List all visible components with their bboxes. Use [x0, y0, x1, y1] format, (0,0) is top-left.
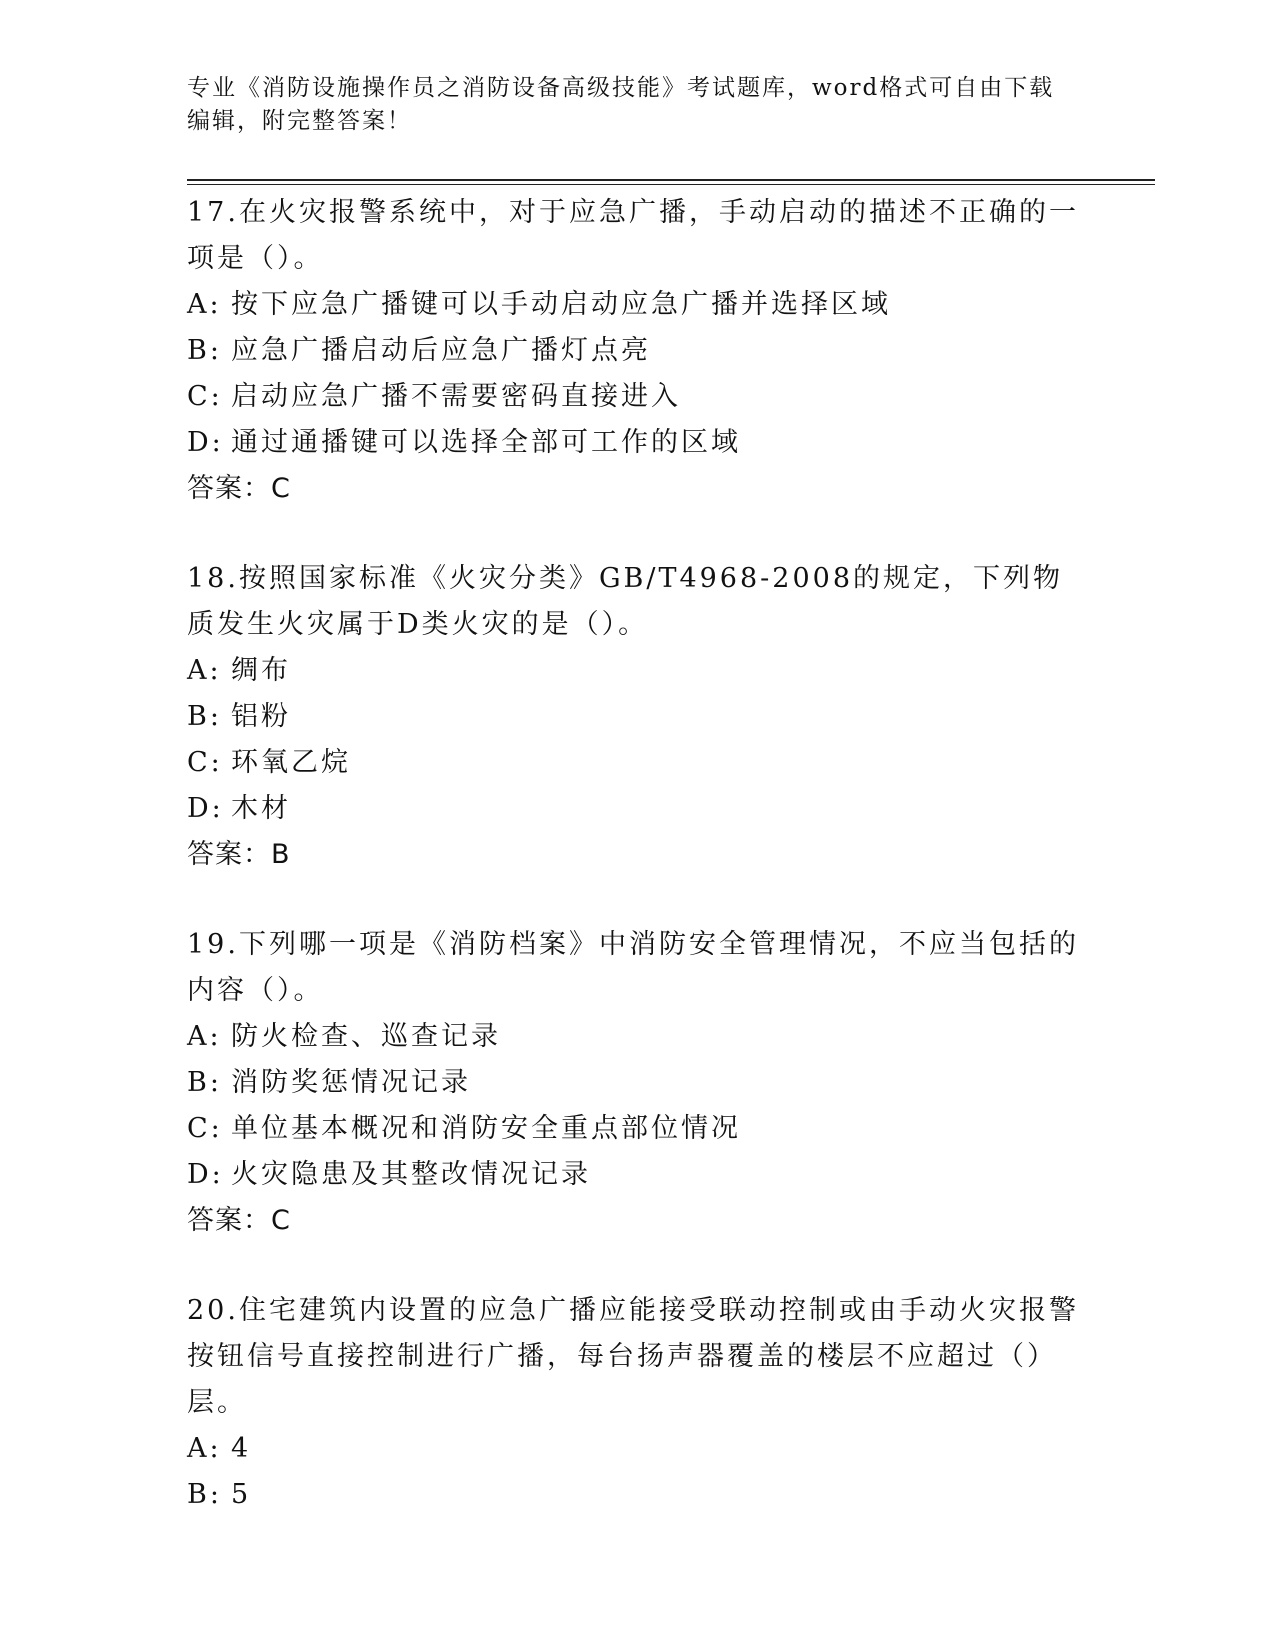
option-label: A:	[187, 289, 222, 320]
option-text: 4	[231, 1433, 252, 1464]
option-text: 通过通播键可以选择全部可工作的区域	[231, 427, 741, 458]
question-text: 19.下列哪一项是《消防档案》中消防安全管理情况，不应当包括的内容（）。	[187, 929, 1079, 1006]
option-label: D:	[187, 427, 224, 458]
answer: 答案：B	[187, 839, 291, 870]
option-text: 5	[231, 1479, 252, 1510]
option-a	[187, 648, 1087, 694]
option-d	[187, 1152, 1087, 1198]
option-label: B:	[187, 1479, 222, 1510]
option-label: C:	[187, 1113, 223, 1144]
option-label: B:	[187, 1067, 222, 1098]
option-label: D:	[187, 1159, 224, 1190]
question-text: 20.住宅建筑内设置的应急广播应能接受联动控制或由手动火灾报警按钮信号直接控制进行广播，每台扬声器覆盖的楼层不应超过（）层。	[187, 1295, 1079, 1418]
option-a	[187, 1426, 1087, 1472]
question-text: 17.在火灾报警系统中，对于应急广播，手动启动的描述不正确的一项是（）。	[187, 197, 1079, 274]
option-c	[187, 1106, 1087, 1152]
option-b	[187, 1060, 1087, 1106]
option-c	[187, 374, 1087, 420]
option-label: D:	[187, 793, 224, 824]
question-20	[187, 1288, 1087, 1518]
option-label: A:	[187, 1433, 222, 1464]
option-label: B:	[187, 335, 222, 366]
document-header: 专业《消防设施操作员之消防设备高级技能》考试题库，word格式可自由下载编辑，附完整答案！	[187, 75, 1055, 134]
option-text: 防火检查、巡查记录	[231, 1021, 501, 1052]
option-label: A:	[187, 1021, 222, 1052]
option-label: A:	[187, 655, 222, 686]
option-d	[187, 420, 1087, 466]
header-rule-thin	[187, 184, 1155, 185]
option-b	[187, 694, 1087, 740]
option-text: 铝粉	[231, 701, 291, 732]
option-text: 消防奖惩情况记录	[231, 1067, 471, 1098]
option-text: 启动应急广播不需要密码直接进入	[231, 381, 681, 412]
option-text: 环氧乙烷	[231, 747, 351, 778]
answer: 答案：C	[187, 1205, 291, 1236]
option-text: 单位基本概况和消防安全重点部位情况	[231, 1113, 741, 1144]
option-b	[187, 1472, 1087, 1518]
question-19	[187, 922, 1087, 1244]
option-text: 火灾隐患及其整改情况记录	[231, 1159, 591, 1190]
option-text: 应急广播启动后应急广播灯点亮	[231, 335, 651, 366]
option-label: C:	[187, 747, 223, 778]
option-a	[187, 282, 1087, 328]
option-text: 按下应急广播键可以手动启动应急广播并选择区域	[231, 289, 891, 320]
question-list	[187, 190, 1087, 1562]
option-text: 绸布	[231, 655, 291, 686]
answer: 答案：C	[187, 473, 291, 504]
question-18	[187, 556, 1087, 878]
header-rule-thick	[187, 179, 1155, 181]
question-17	[187, 190, 1087, 512]
option-c	[187, 740, 1087, 786]
option-label: B:	[187, 701, 222, 732]
option-text: 木材	[231, 793, 291, 824]
option-a	[187, 1014, 1087, 1060]
question-text: 18.按照国家标准《火灾分类》GB/T4968-2008的规定，下列物质发生火灾属于D类火灾的是（）。	[187, 563, 1064, 640]
option-label: C:	[187, 381, 223, 412]
option-d	[187, 786, 1087, 832]
option-b	[187, 328, 1087, 374]
